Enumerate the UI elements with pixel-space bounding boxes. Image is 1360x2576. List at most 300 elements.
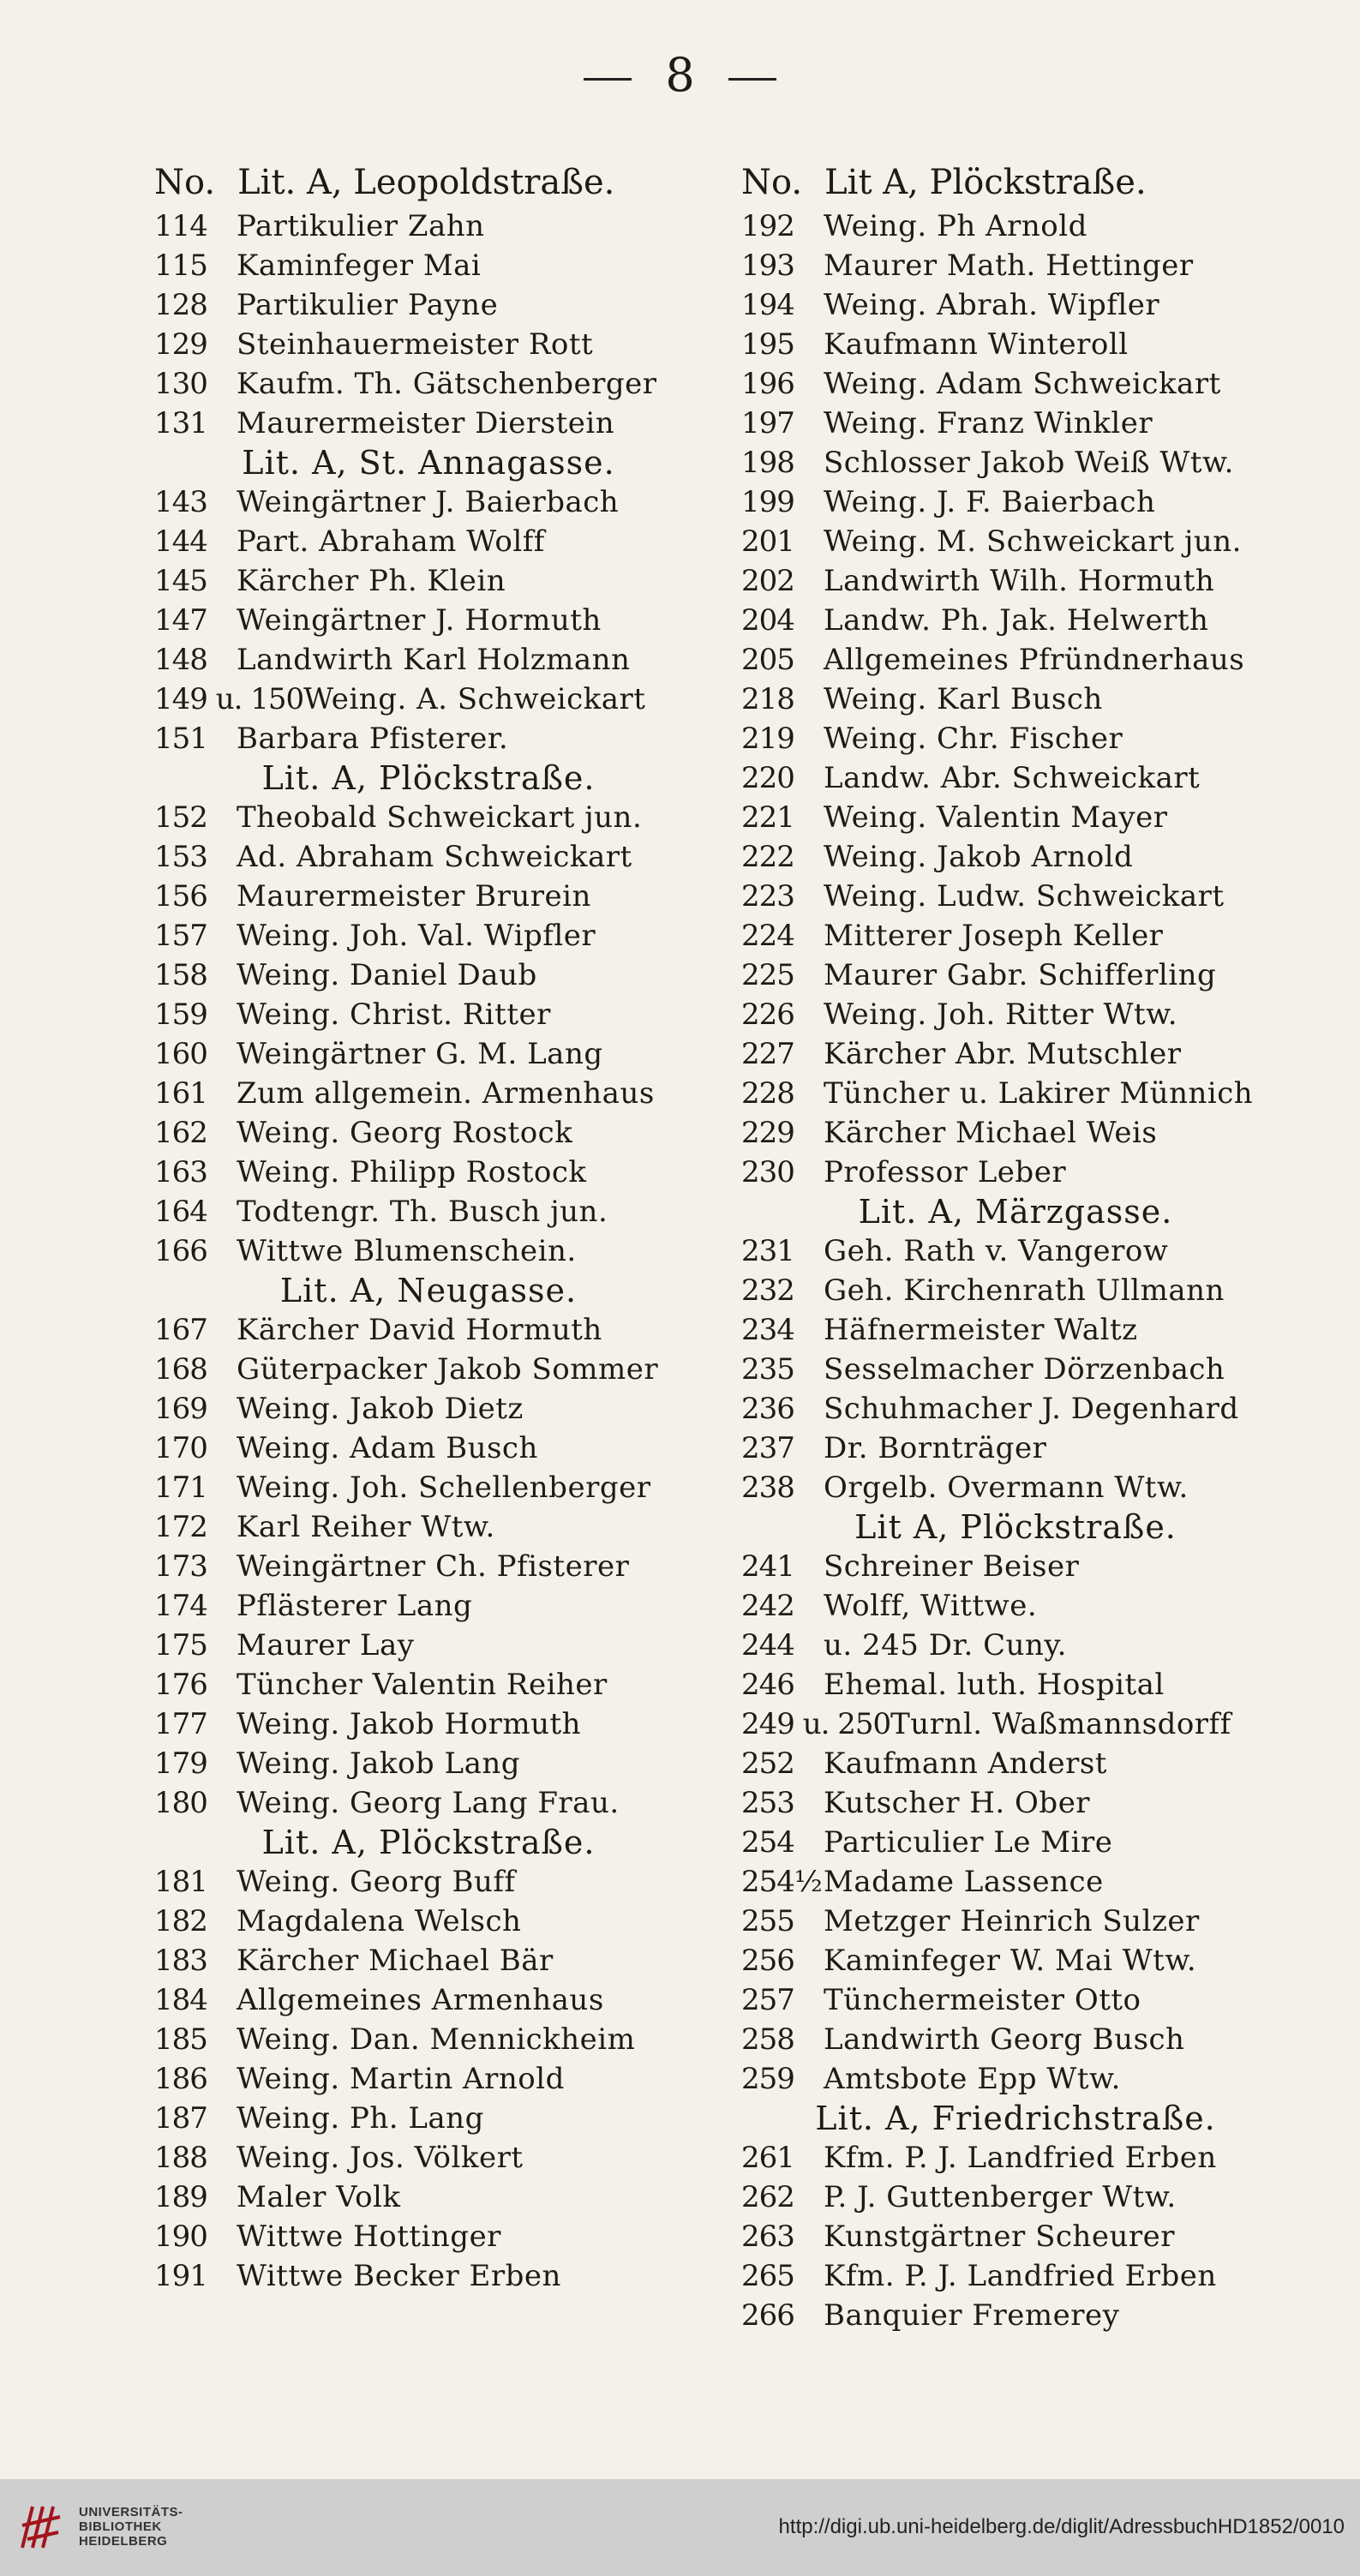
house-number: 258 <box>741 2022 794 2057</box>
house-number: 145 <box>154 564 207 598</box>
resident-name: Madame Lassence <box>824 1865 1104 1899</box>
resident-name: Weing. Joh. Ritter Wtw. <box>824 997 1178 1032</box>
house-number: 263 <box>741 2220 794 2254</box>
street-section-heading: Lit. A, Plöckstraße. <box>261 1824 596 1861</box>
street-section-heading: Lit. A, Plöckstraße. <box>261 759 596 797</box>
resident-name: Orgelb. Overmann Wtw. <box>824 1471 1189 1505</box>
resident-name: Landwirth Wilh. Hormuth <box>824 564 1215 598</box>
resident-name: Kärcher Ph. Klein <box>237 564 506 598</box>
house-number: 255 <box>741 1904 794 1938</box>
directory-entry <box>154 1310 703 1350</box>
directory-entry <box>741 246 1290 285</box>
resident-name: Weing. Chr. Fischer <box>824 722 1123 756</box>
resident-name: Ad. Abraham Schweickart <box>237 840 632 874</box>
house-number: 172 <box>154 1510 207 1544</box>
house-number: 242 <box>741 1589 794 1623</box>
house-number: 161 <box>154 1076 207 1111</box>
resident-name: Tüncher u. Lakirer Münnich <box>824 1076 1254 1111</box>
directory-entry <box>741 2138 1290 2178</box>
house-number: 204 <box>741 603 794 638</box>
directory-entry <box>154 601 703 640</box>
house-number: 175 <box>154 1628 207 1662</box>
library-name-line: HEIDELBERG <box>79 2534 168 2549</box>
resident-name: Kunstgärtner Scheurer <box>824 2220 1175 2254</box>
house-number: 170 <box>154 1431 207 1465</box>
directory-entry <box>741 285 1290 325</box>
directory-entry <box>741 719 1290 758</box>
house-number: 187 <box>154 2101 207 2136</box>
directory-entry <box>741 2217 1290 2256</box>
street-section-heading: Lit. A, Friedrichstraße. <box>815 2100 1216 2137</box>
directory-entry <box>154 522 703 561</box>
directory-entry <box>154 2217 703 2256</box>
directory-entry <box>741 680 1290 719</box>
resident-name: Maurermeister Brurein <box>237 879 591 914</box>
page-header <box>0 50 1360 101</box>
house-number: 205 <box>741 643 794 677</box>
directory-entry <box>154 561 703 601</box>
resident-name: Kärcher Michael Weis <box>824 1116 1158 1150</box>
resident-name: Todtengr. Th. Busch jun. <box>237 1195 608 1229</box>
street-section-heading: Lit. A, Märzgasse. <box>858 1193 1173 1231</box>
house-number: 164 <box>154 1195 207 1229</box>
house-number: 246 <box>741 1668 794 1702</box>
directory-entry <box>741 1862 1290 1902</box>
header-no-label: No. <box>154 163 216 202</box>
house-number: 189 <box>154 2180 207 2214</box>
house-number: 168 <box>154 1352 207 1387</box>
resident-name: Güterpacker Jakob Sommer <box>237 1352 659 1387</box>
resident-name: Maurer Gabr. Schifferling <box>824 958 1217 992</box>
house-number: 151 <box>154 722 207 756</box>
directory-entry <box>154 1074 703 1113</box>
resident-name: Wittwe Hottinger <box>237 2220 501 2254</box>
directory-entry <box>154 1547 703 1586</box>
directory-entry <box>154 995 703 1034</box>
resident-name: Theobald Schweickart jun. <box>237 800 643 835</box>
directory-entry <box>741 207 1290 246</box>
house-number: 244 <box>741 1628 794 1662</box>
resident-name: Amtsbote Epp Wtw. <box>824 2062 1121 2096</box>
directory-entry <box>154 1704 703 1744</box>
directory-entry <box>741 798 1290 837</box>
house-number: 198 <box>741 446 794 480</box>
directory-entry <box>154 916 703 956</box>
house-number: 129 <box>154 327 207 362</box>
house-number: 238 <box>741 1471 794 1505</box>
house-number: 257 <box>741 1983 794 2017</box>
resident-name: Kärcher Abr. Mutschler <box>824 1037 1182 1071</box>
resident-name: Kfm. P. J. Landfried Erben <box>824 2141 1217 2175</box>
resident-name: Wolff, Wittwe. <box>824 1589 1038 1623</box>
directory-entry <box>154 2020 703 2059</box>
resident-name: Professor Leber <box>824 1155 1067 1189</box>
house-number: 218 <box>741 682 794 716</box>
directory-entry <box>741 482 1290 522</box>
resident-name: Tüncher Valentin Reiher <box>237 1668 608 1702</box>
resident-name: Weing. Jakob Arnold <box>824 840 1134 874</box>
house-number: 227 <box>741 1037 794 1071</box>
house-number: 156 <box>154 879 207 914</box>
directory-entry <box>154 837 703 877</box>
resident-name: Wittwe Blumenschein. <box>237 1234 577 1268</box>
house-number: 152 <box>154 800 207 835</box>
house-number: 143 <box>154 485 207 519</box>
directory-entry <box>741 561 1290 601</box>
house-number: 265 <box>741 2259 794 2293</box>
directory-entry <box>741 877 1290 916</box>
house-number: 254 <box>741 1825 794 1860</box>
resident-name: Weing. Philipp Rostock <box>237 1155 587 1189</box>
directory-entry <box>741 995 1290 1034</box>
resident-name: Maler Volk <box>237 2180 401 2214</box>
resident-name: Barbara Pfisterer. <box>237 722 509 756</box>
resident-name: Kaufmann Anderst <box>824 1746 1107 1781</box>
resident-name: Kaminfeger Mai <box>237 249 482 283</box>
right-column <box>741 159 1290 2335</box>
resident-name: Geh. Kirchenrath Ullmann <box>824 1273 1225 1308</box>
directory-entry <box>741 1074 1290 1113</box>
resident-name: Geh. Rath v. Vangerow <box>824 1234 1169 1268</box>
resident-name: Weing. Valentin Mayer <box>824 800 1168 835</box>
resident-name: Allgemeines Armenhaus <box>237 1983 604 2017</box>
directory-entry <box>154 207 703 246</box>
house-number: 231 <box>741 1234 794 1268</box>
house-number: 225 <box>741 958 794 992</box>
house-number: 148 <box>154 643 207 677</box>
house-number: 147 <box>154 603 207 638</box>
resident-name: Steinhauermeister Rott <box>237 327 594 362</box>
resident-name: Weing. Ph Arnold <box>824 209 1087 243</box>
resident-name: Weingärtner J. Baierbach <box>237 485 620 519</box>
left-column <box>154 159 703 2296</box>
directory-entry <box>741 1941 1290 1980</box>
resident-name: Kaufm. Th. Gätschenberger <box>237 367 657 401</box>
directory-entry <box>154 680 703 719</box>
left-column-header <box>154 159 703 207</box>
directory-entry <box>154 1389 703 1429</box>
directory-entry <box>741 601 1290 640</box>
directory-entry <box>741 758 1290 798</box>
directory-entry <box>741 2178 1290 2217</box>
directory-entry <box>741 1783 1290 1823</box>
house-number: 222 <box>741 840 794 874</box>
house-number: 221 <box>741 800 794 835</box>
house-number: 131 <box>154 406 207 440</box>
directory-entry <box>154 798 703 837</box>
house-number: 169 <box>154 1392 207 1426</box>
resident-name: Schreiner Beiser <box>824 1549 1080 1584</box>
source-url-link[interactable]: http://digi.ub.uni-heidelberg.de/diglit/AdressbuchHD1852/0010 <box>778 2515 1345 2538</box>
directory-entry <box>154 1626 703 1665</box>
resident-name: Weing. Joh. Val. Wipfler <box>237 919 596 953</box>
house-number: 226 <box>741 997 794 1032</box>
directory-entry <box>741 1665 1290 1704</box>
directory-entry <box>154 1665 703 1704</box>
directory-entry <box>741 404 1290 443</box>
house-number: 191 <box>154 2259 207 2293</box>
house-number: 174 <box>154 1589 207 1623</box>
resident-name: Weing. Adam Schweickart <box>824 367 1221 401</box>
house-number: 220 <box>741 761 794 795</box>
house-number: 223 <box>741 879 794 914</box>
resident-name: Weing. Georg Rostock <box>237 1116 573 1150</box>
directory-entry <box>741 1902 1290 1941</box>
directory-entry <box>154 285 703 325</box>
house-number: 179 <box>154 1746 207 1781</box>
header-dash-right <box>728 78 776 81</box>
house-number: 128 <box>154 288 207 322</box>
resident-name: Weing. M. Schweickart jun. <box>824 524 1242 559</box>
directory-entry <box>741 522 1290 561</box>
directory-entry <box>741 1468 1290 1507</box>
house-number: 182 <box>154 1904 207 1938</box>
directory-entry <box>741 956 1290 995</box>
header-no-label: No. <box>741 163 803 202</box>
directory-entry <box>154 2099 703 2138</box>
resident-name: Partikulier Payne <box>237 288 499 322</box>
resident-name: P. J. Guttenberger Wtw. <box>824 2180 1177 2214</box>
resident-name: Kärcher David Hormuth <box>237 1313 602 1347</box>
resident-name: Weing. Dan. Mennickheim <box>237 2022 636 2057</box>
house-number: 153 <box>154 840 207 874</box>
house-number: 149 u. 150 <box>154 682 304 716</box>
directory-entry <box>741 1980 1290 2020</box>
directory-entry <box>741 1429 1290 1468</box>
house-number: 219 <box>741 722 794 756</box>
right-column-header <box>741 159 1290 207</box>
directory-entry <box>154 1744 703 1783</box>
resident-name: Kärcher Michael Bär <box>237 1944 554 1978</box>
resident-name: Sesselmacher Dörzenbach <box>824 1352 1225 1387</box>
directory-entry <box>741 1586 1290 1626</box>
right-entries <box>741 207 1290 2335</box>
directory-entry <box>154 1231 703 1271</box>
house-number: 197 <box>741 406 794 440</box>
resident-name: Weing. Ph. Lang <box>237 2101 484 2136</box>
house-number: 158 <box>154 958 207 992</box>
directory-entry <box>741 1389 1290 1429</box>
house-number: 253 <box>741 1786 794 1820</box>
directory-entry <box>154 1192 703 1231</box>
resident-name: Turnl. Waßmannsdorff <box>890 1707 1231 1741</box>
house-number: 261 <box>741 2141 794 2175</box>
house-number: 183 <box>154 1944 207 1978</box>
directory-entry <box>154 2256 703 2296</box>
resident-name: Kfm. P. J. Landfried Erben <box>824 2259 1217 2293</box>
resident-name: Weing. Daniel Daub <box>237 958 537 992</box>
house-number: 232 <box>741 1273 794 1308</box>
directory-entry <box>741 1547 1290 1586</box>
resident-name: Partikulier Zahn <box>237 209 485 243</box>
resident-name: Mitterer Joseph Keller <box>824 919 1164 953</box>
logo-stroke <box>33 2507 43 2548</box>
house-number: 224 <box>741 919 794 953</box>
house-number: 181 <box>154 1865 207 1899</box>
library-name-line: BIBLIOTHEK <box>79 2519 162 2534</box>
resident-name: Weing. Jakob Hormuth <box>237 1707 582 1741</box>
page-number: 8 <box>665 48 695 102</box>
house-number: 252 <box>741 1746 794 1781</box>
house-number: 144 <box>154 524 207 559</box>
resident-name: Weing. Joh. Schellenberger <box>237 1471 651 1505</box>
logo-stroke <box>22 2507 33 2548</box>
directory-entry <box>741 1350 1290 1389</box>
resident-name: Magdalena Welsch <box>237 1904 522 1938</box>
directory-entry <box>741 1271 1290 1310</box>
house-number: 176 <box>154 1668 207 1702</box>
house-number: 186 <box>154 2062 207 2096</box>
house-number: 237 <box>741 1431 794 1465</box>
house-number: 194 <box>741 288 794 322</box>
resident-name: Zum allgemein. Armenhaus <box>237 1076 655 1111</box>
directory-entry <box>154 1980 703 2020</box>
resident-name: Ehemal. luth. Hospital <box>824 1668 1165 1702</box>
directory-entry <box>741 837 1290 877</box>
directory-entry <box>741 1823 1290 1862</box>
resident-name: Schlosser Jakob Weiß Wtw. <box>824 446 1234 480</box>
resident-name: Weing. Karl Busch <box>824 682 1103 716</box>
logo-stroke <box>43 2507 53 2548</box>
resident-name: Weingärtner G. M. Lang <box>237 1037 603 1071</box>
footer-bar <box>0 2479 1360 2576</box>
resident-name: Weing. Martin Arnold <box>237 2062 565 2096</box>
resident-name: Metzger Heinrich Sulzer <box>824 1904 1200 1938</box>
resident-name: Landwirth Karl Holzmann <box>237 643 631 677</box>
house-number: 201 <box>741 524 794 559</box>
resident-name: Allgemeines Pfründnerhaus <box>824 643 1245 677</box>
resident-name: Pflästerer Lang <box>237 1589 473 1623</box>
directory-entry <box>741 2020 1290 2059</box>
resident-name: Banquier Fremerey <box>824 2298 1120 2333</box>
house-number: 160 <box>154 1037 207 1071</box>
resident-name: u. 245 Dr. Cuny. <box>824 1628 1067 1662</box>
header-street-label: Lit A, Plöckstraße. <box>824 163 1147 202</box>
resident-name: Maurermeister Dierstein <box>237 406 615 440</box>
directory-entry <box>154 404 703 443</box>
resident-name: Part. Abraham Wolff <box>237 524 545 559</box>
resident-name: Weing. A. Schweickart <box>303 682 646 716</box>
directory-entry <box>154 2138 703 2178</box>
resident-name: Weing. Abrah. Wipfler <box>824 288 1160 322</box>
house-number: 202 <box>741 564 794 598</box>
house-number: 190 <box>154 2220 207 2254</box>
house-number: 177 <box>154 1707 207 1741</box>
house-number: 259 <box>741 2062 794 2096</box>
house-number: 159 <box>154 997 207 1032</box>
resident-name: Kaminfeger W. Mai Wtw. <box>824 1944 1197 1978</box>
directory-entry <box>154 719 703 758</box>
logo-stroke <box>27 2532 58 2539</box>
left-entries <box>154 207 703 2296</box>
resident-name: Weing. Franz Winkler <box>824 406 1153 440</box>
house-number: 266 <box>741 2298 794 2333</box>
resident-name: Weing. Georg Lang Frau. <box>237 1786 620 1820</box>
resident-name: Weingärtner Ch. Pfisterer <box>237 1549 630 1584</box>
resident-name: Karl Reiher Wtw. <box>237 1510 495 1544</box>
house-number: 180 <box>154 1786 207 1820</box>
directory-entry <box>154 325 703 364</box>
header-street-label: Lit. A, Leopoldstraße. <box>237 163 615 202</box>
directory-entry <box>741 916 1290 956</box>
house-number: 114 <box>154 209 207 243</box>
house-number: 235 <box>741 1352 794 1387</box>
resident-name: Dr. Bornträger <box>824 1431 1047 1465</box>
directory-entry <box>154 1153 703 1192</box>
resident-name: Weing. J. F. Baierbach <box>824 485 1156 519</box>
directory-entry <box>741 640 1290 680</box>
university-logo-icon <box>15 2500 67 2555</box>
house-number: 163 <box>154 1155 207 1189</box>
resident-name: Kutscher H. Ober <box>824 1786 1091 1820</box>
house-number: 241 <box>741 1549 794 1584</box>
resident-name: Kaufmann Winteroll <box>824 327 1129 362</box>
house-number: 262 <box>741 2180 794 2214</box>
library-name-line: UNIVERSITÄTS- <box>79 2505 183 2519</box>
house-number: 228 <box>741 1076 794 1111</box>
directory-entry <box>741 1310 1290 1350</box>
house-number: 234 <box>741 1313 794 1347</box>
directory-entry <box>154 364 703 404</box>
directory-entry <box>154 877 703 916</box>
directory-entry <box>154 482 703 522</box>
directory-entry <box>154 1350 703 1389</box>
resident-name: Weing. Georg Buff <box>237 1865 516 1899</box>
resident-name: Maurer Lay <box>237 1628 415 1662</box>
directory-entry <box>154 1507 703 1547</box>
house-number: 249 u. 250 <box>741 1707 891 1741</box>
resident-name: Weing. Jos. Völkert <box>237 2141 524 2175</box>
directory-entry <box>154 246 703 285</box>
resident-name: Landw. Ph. Jak. Helwerth <box>824 603 1209 638</box>
directory-entry <box>154 1429 703 1468</box>
resident-name: Weing. Christ. Ritter <box>237 997 551 1032</box>
resident-name: Weing. Jakob Dietz <box>237 1392 524 1426</box>
resident-name: Wittwe Becker Erben <box>237 2259 561 2293</box>
house-number: 230 <box>741 1155 794 1189</box>
resident-name: Landwirth Georg Busch <box>824 2022 1185 2057</box>
resident-name: Tünchermeister Otto <box>824 1983 1141 2017</box>
directory-entry <box>154 1941 703 1980</box>
house-number: 167 <box>154 1313 207 1347</box>
house-number: 196 <box>741 367 794 401</box>
directory-entry <box>741 1153 1290 1192</box>
house-number: 195 <box>741 327 794 362</box>
directory-entry <box>154 1862 703 1902</box>
directory-entry <box>741 325 1290 364</box>
house-number: 199 <box>741 485 794 519</box>
street-section-heading: Lit. A, Neugasse. <box>279 1272 578 1309</box>
street-section-heading: Lit A, Plöckstraße. <box>854 1508 1177 1546</box>
directory-entry <box>741 1744 1290 1783</box>
house-number: 185 <box>154 2022 207 2057</box>
house-number: 256 <box>741 1944 794 1978</box>
house-number: 130 <box>154 367 207 401</box>
directory-entry <box>154 1586 703 1626</box>
house-number: 193 <box>741 249 794 283</box>
directory-entry <box>741 1626 1290 1665</box>
directory-entry <box>154 1113 703 1153</box>
resident-name: Particulier Le Mire <box>824 1825 1113 1860</box>
street-section-heading: Lit. A, St. Annagasse. <box>242 444 615 482</box>
directory-entry <box>741 2296 1290 2335</box>
house-number: 254½ <box>741 1865 822 1899</box>
house-number: 173 <box>154 1549 207 1584</box>
directory-entry <box>154 1034 703 1074</box>
directory-entry <box>741 2059 1290 2099</box>
resident-name: Weing. Ludw. Schweickart <box>824 879 1225 914</box>
directory-entry <box>741 2256 1290 2296</box>
